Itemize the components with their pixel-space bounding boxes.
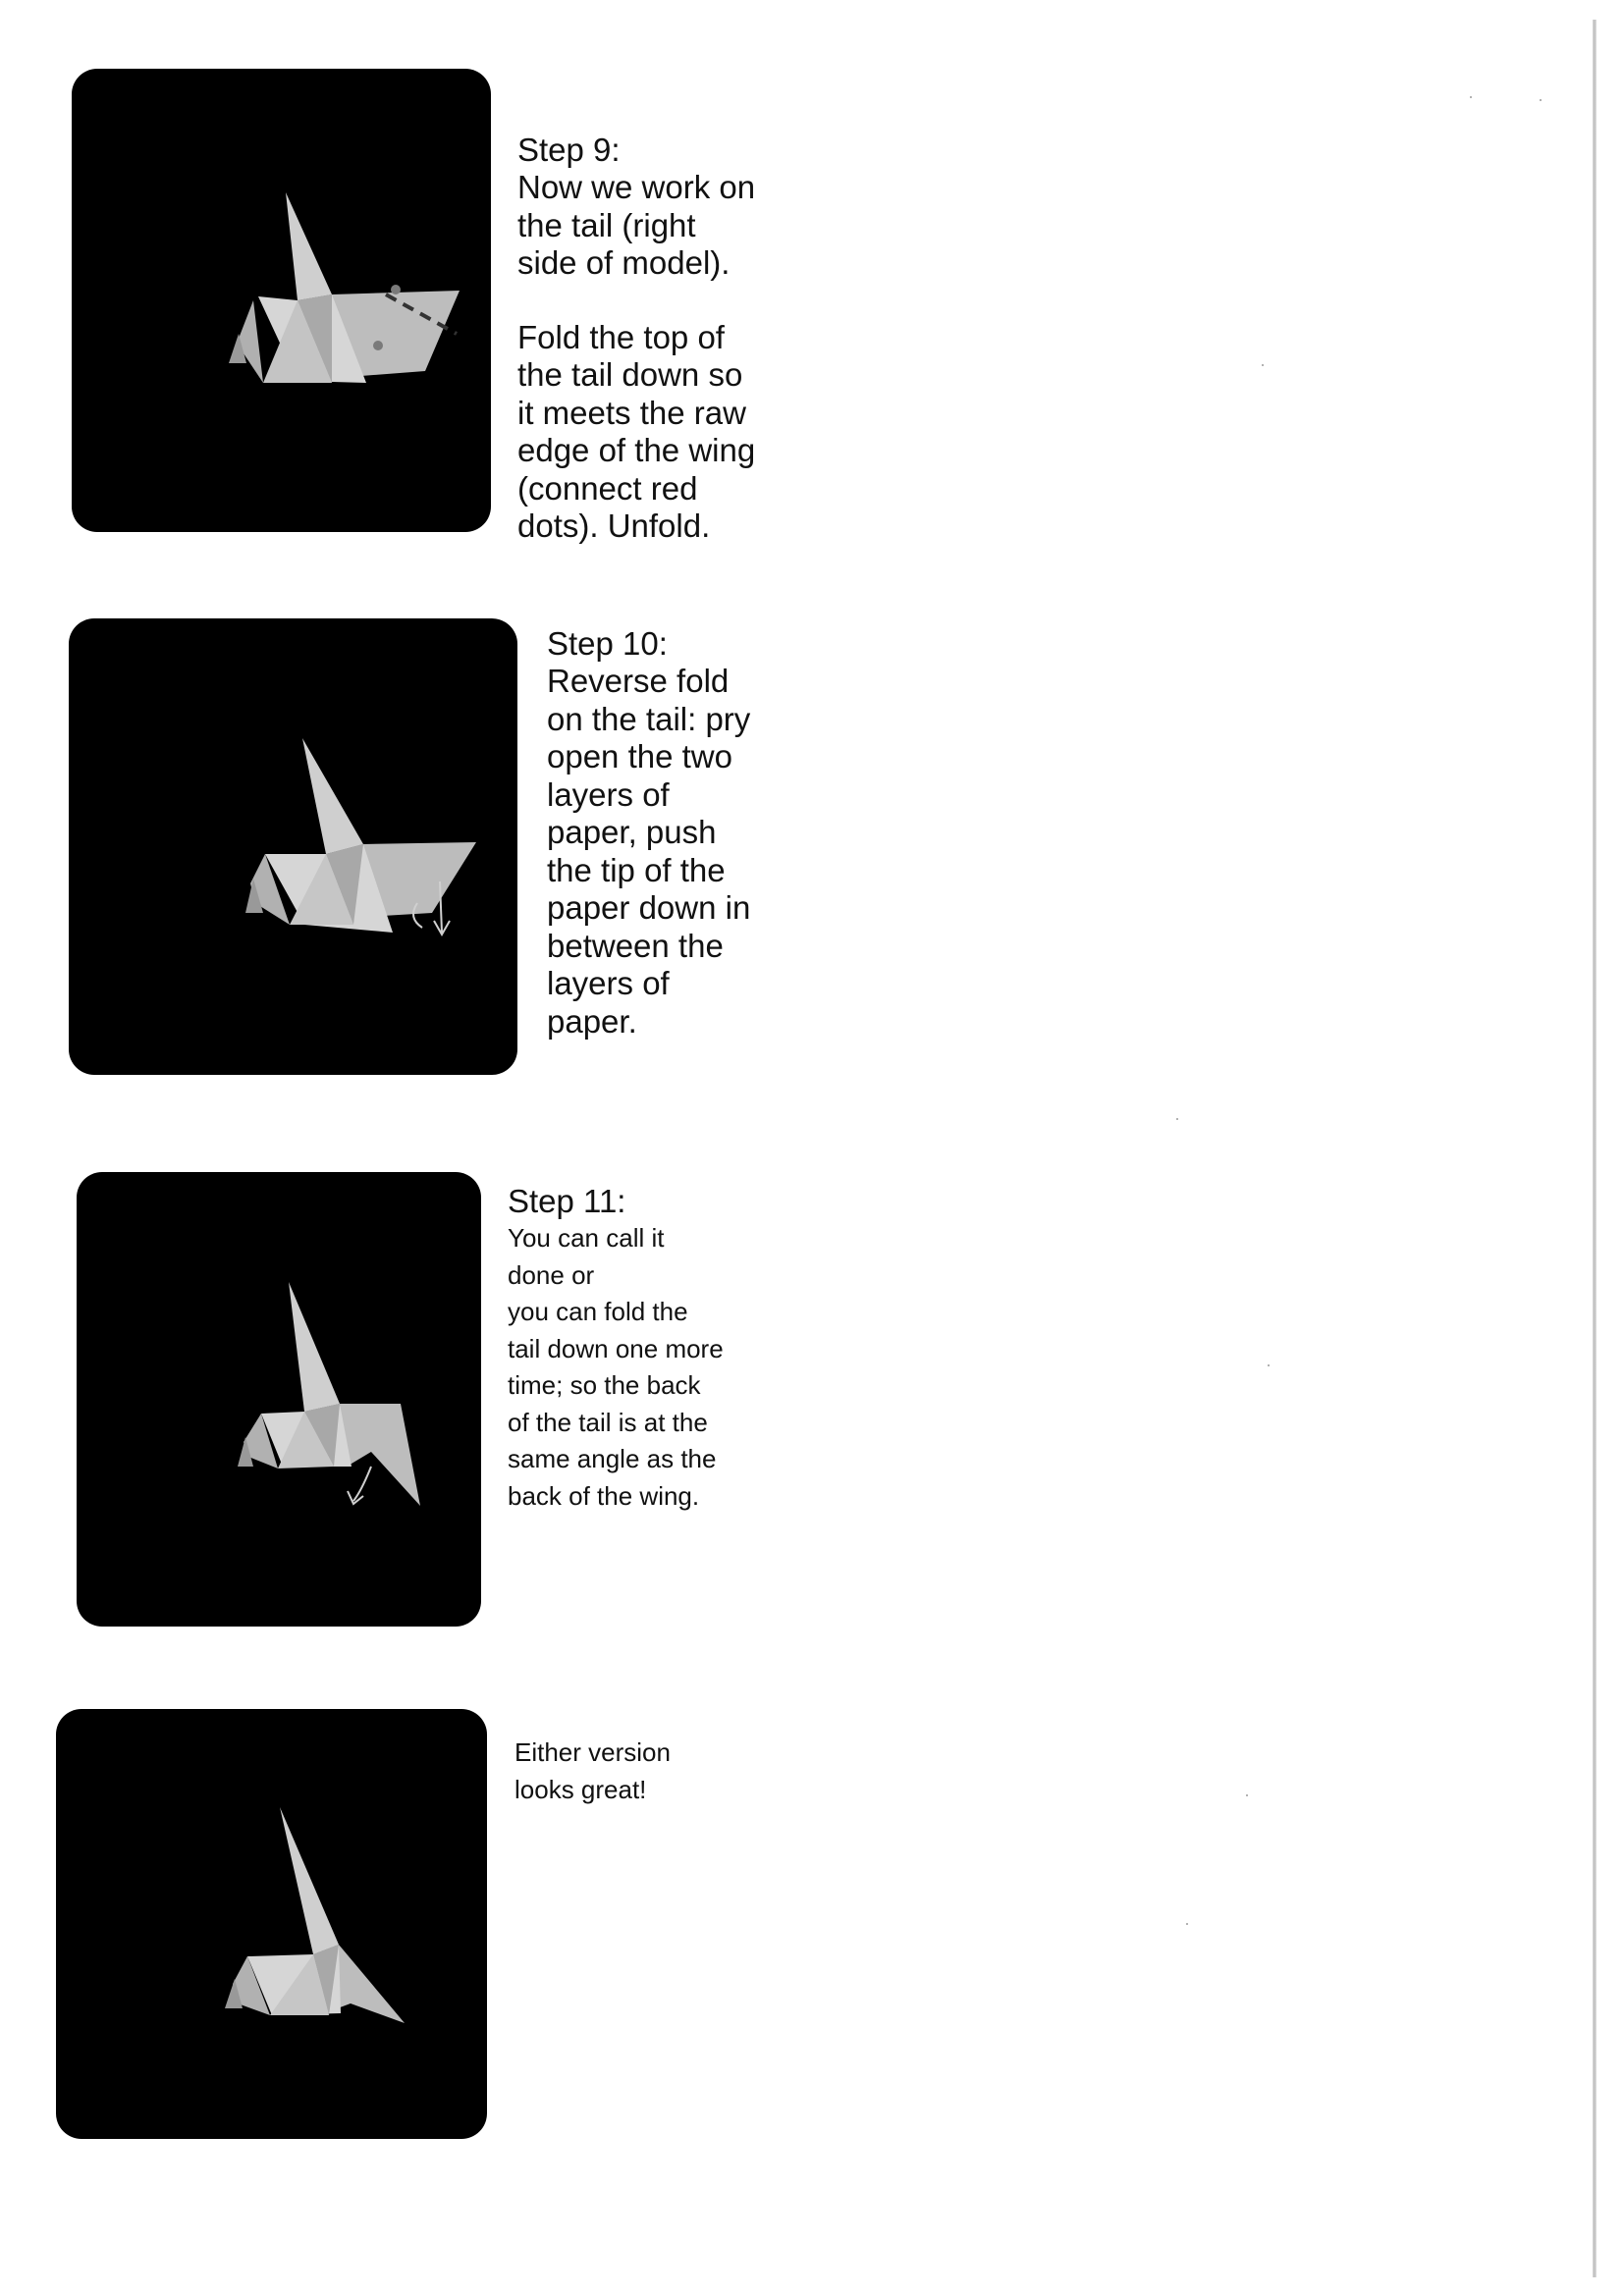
scan-speck <box>1186 1923 1188 1925</box>
step-10-text <box>547 625 783 1041</box>
step-11-text <box>508 1183 773 1515</box>
scan-speck <box>1176 1118 1178 1120</box>
step-9-paragraph-1: Now we work on the tail (right side of model). <box>517 169 756 281</box>
step-10-photo <box>69 618 517 1075</box>
scan-speck <box>1470 96 1472 98</box>
origami-step-10-illustration <box>69 618 517 1075</box>
origami-step-11-illustration <box>77 1172 481 1627</box>
step-9-paragraph-2: Fold the top of the tail down so it meets the raw edge of the wing (connect red dots). Unfold. <box>517 318 756 544</box>
step-9-photo <box>72 69 491 532</box>
final-text <box>514 1735 750 1808</box>
origami-final-illustration <box>56 1709 487 2139</box>
scan-speck <box>1268 1364 1270 1366</box>
step-9-title: Step 9: <box>517 132 621 168</box>
scan-speck <box>1540 99 1542 101</box>
scan-speck <box>1246 1794 1248 1796</box>
final-photo <box>56 1709 487 2139</box>
step-11-title: Step 11: <box>508 1183 626 1219</box>
scan-speck <box>1262 364 1264 366</box>
step-10-paragraph-1: Reverse fold on the tail: pry open the two layers of paper, push the tip of the paper down in between the layers of paper. <box>547 663 751 1040</box>
final-caption: Either version looks great! <box>514 1737 671 1804</box>
step-11-photo <box>77 1172 481 1627</box>
step-10-title: Step 10: <box>547 625 668 662</box>
step-9-text <box>517 132 773 546</box>
step-11-paragraph-1: You can call it done or you can fold the tail down one more time; so the back of the tail is at the same angle as the back of the wing. <box>508 1223 724 1511</box>
scan-edge-line <box>1593 20 1597 2277</box>
origami-step-9-illustration <box>72 69 491 532</box>
